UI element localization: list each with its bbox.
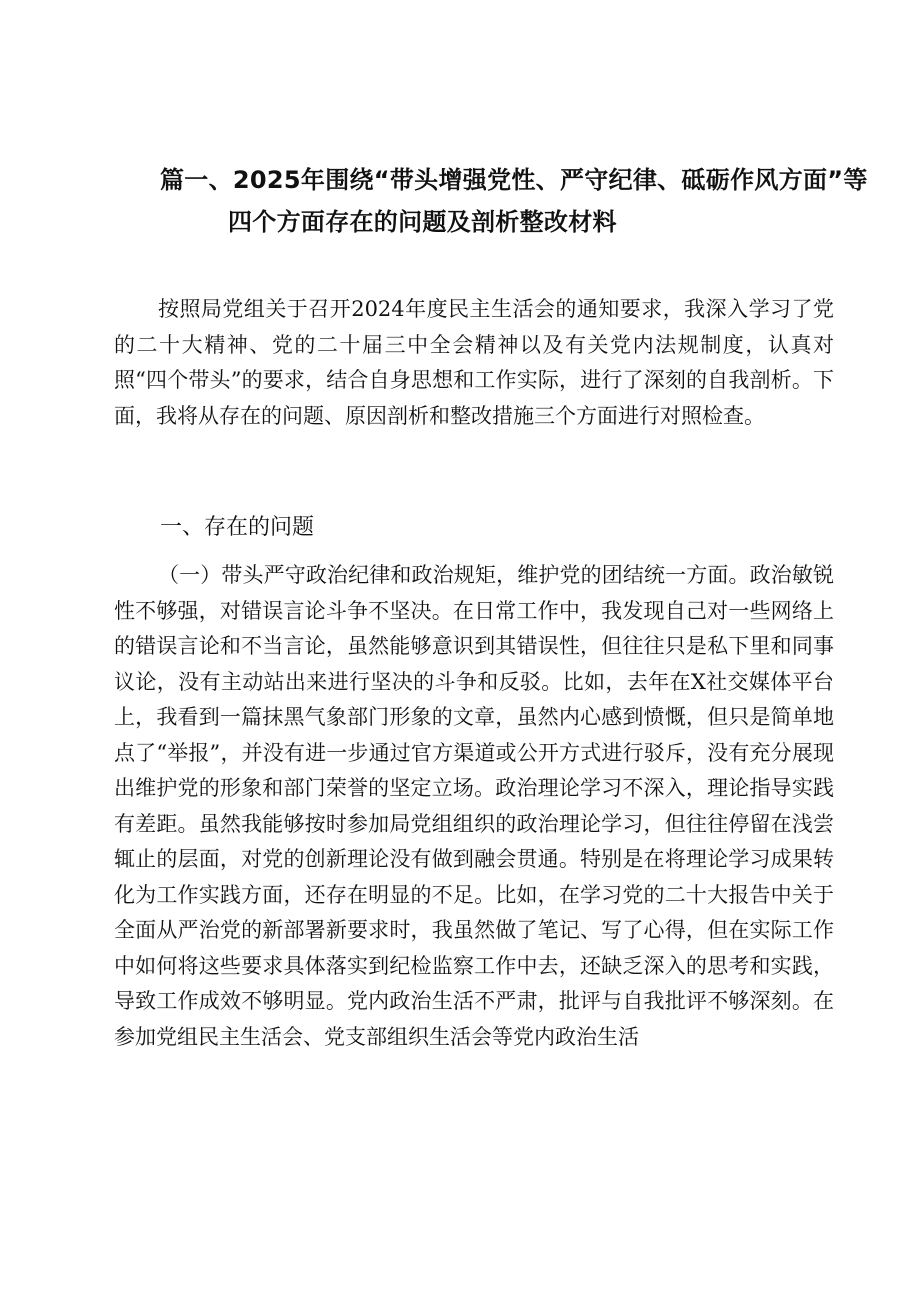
section-paragraph: （一）带头严守政治纪律和政治规矩，维护党的团结统一方面。政治敏锐性不够强，对错误言论斗争不坚决。在日常工作中，我发现自己对一些网络上的错误言论和不当言论，虽然能够意识到其错误性，但往往只是私下里和同事议论，没有主动站出来进行坚决的斗争和反驳。比如，去年在X社交媒体平台上，我看到一篇抹黑气象部门形象的文章，虽然内心感到愤慨，但只是简单地点了“举报”，并没有进一步通过官方渠道或公开方式进行驳斥，没有充分展现出维护党的形象和部门荣誉的坚定立场。政治理论学习不深入，理论指导实践有差距。虽然我能够按时参加局党组组织的政治理论学习，但往往停留在浅尝辄止的层面，对党的创新理论没有做到融会贯通。特别是在将理论学习成果转化为工作实践方面，还存在明显的不足。比如，在学习党的二十大报告中关于全面从严治党的新部署新要求时，我虽然做了笔记、写了心得，但在实际工作中如何将这些要求具体落实到纪检监察工作中去，还缺乏深入的思考和实践，导致工作成效不够明显。党内政治生活不严肃，批评与自我批评不够深刻。在参加党组民主生活会、党支部组织生活会等党内政治生活	[114, 563, 834, 1049]
intro-paragraph: 按照局党组关于召开2024年度民主生活会的通知要求，我深入学习了党的二十大精神、党的二十届三中全会精神以及有关党内法规制度，认真对照“四个带头”的要求，结合自身思想和工作实际，进行了深刻的自我剖析。下面，我将从存在的问题、原因剖析和整改措施三个方面进行对照检查。	[114, 297, 834, 428]
document-title-line-2: 四个方面存在的问题及剖析整改材料	[228, 208, 617, 236]
section-heading: 一、存在的问题	[160, 515, 315, 540]
document-title-line-1: 篇一、2025年围绕“带头增强党性、严守纪律、砥砺作风方面”等	[160, 166, 868, 194]
